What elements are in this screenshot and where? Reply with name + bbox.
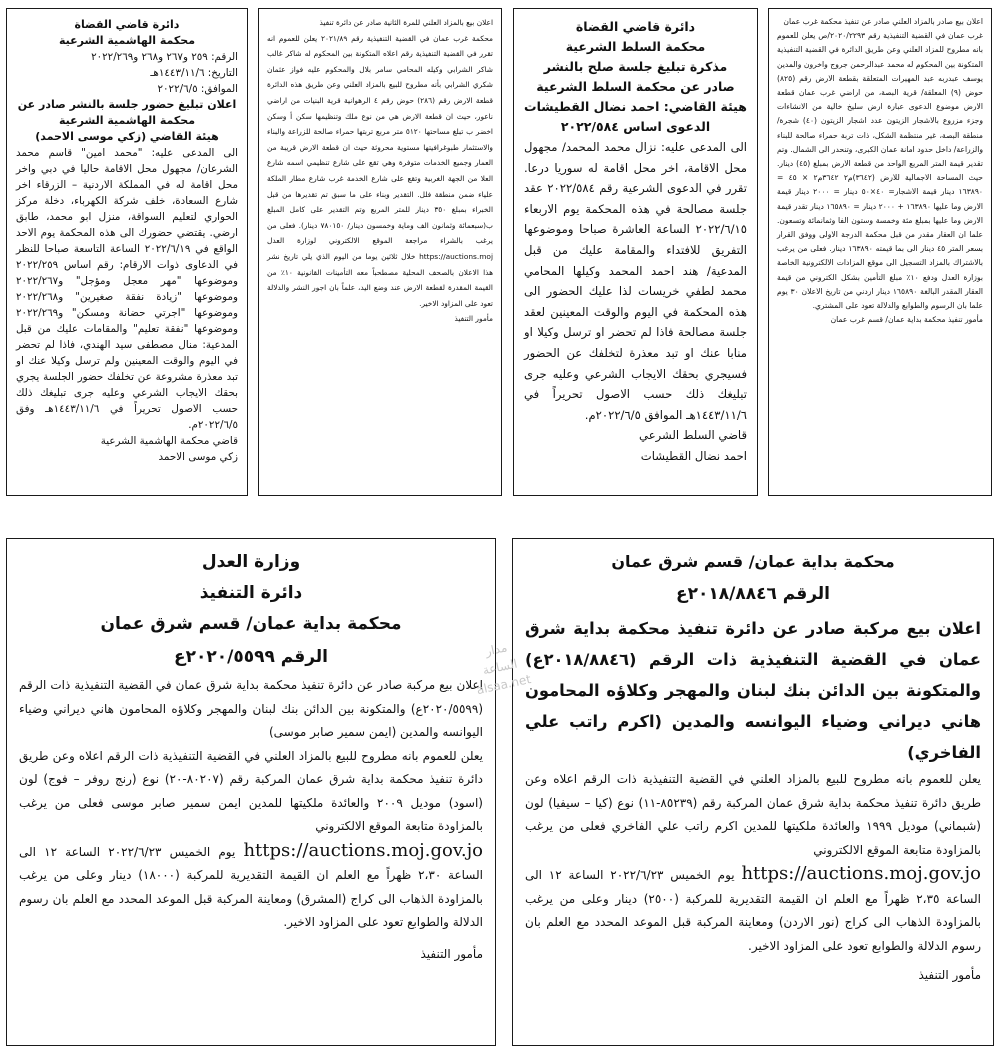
notice-header: دائرة قاضي القضاة <box>575 19 696 34</box>
notice-signature: مأمور التنفيذ <box>454 314 493 324</box>
notice-vehicle-sale-8846 <box>512 538 994 1046</box>
notice-ref-number: الرقم: ٢٥٩ و٢٦٧ و٢٦٨ و٢٠٢٢/٢٦٩ <box>91 51 238 63</box>
notice-hashemiya-sharia-court <box>6 8 248 496</box>
notice-title: اعلان بيع صادر بالمزاد العلني صادر عن تنفيذ محكمة غرب عمان <box>783 17 983 26</box>
notice-west-amman-land-sale <box>768 8 992 496</box>
notice-body: الى المدعى عليه: "محمد امين" قاسم محمد الشرعان/ مجهول محل الاقامة حاليا في دبي واخر محل اقامة له في المملكة الاردنية – الزرقاء اخر شارع السعادة، خلف شركة الكهرباء، دخلة مركز الحواري لتعليم السواقة، منزل ابو محمد، طابق ارضي. يقتضي حضورك الى هذه المحكمة يوم الاحد الواقع في ٢٠٢٢/٦/١٩ الساعة التاسعة صباحا للنظر في الدعاوى ذوات الارقام: رقم اساس ٢٠٢٢/٢٥٩ وموضوعها "مهر معجل ومؤجل" و٢٠٢٢/٢٦٧ وموضوعها "زيادة نفقة صغيرين" و٢٠٢٢/٢٦٨ وموضوعها "اجرتي حضانة ومسكن" و٢٠٢٢/٢٦٩ وموضوعها "نفقة تعليم" والمقامات عليك من قبل المدعية: منال مصطفى سيد الهندي، فاذا لم تحضر في اليوم والوقت المعينين ولم ترسل وكيلا عنك او تبد معذرة مشروعة عن تخلفك حضور الجلسة يجري بحقك الايجاب الشرعي وعليه جرى تبليغك ذلك حسب الاصول تحريراً في ١٤٤٣/١١/٦هـ وفق ٢٠٢٢/٦/٥م. <box>16 147 239 431</box>
notice-header: صادر عن محكمة السلط الشرعية <box>536 79 735 94</box>
notice-case-number: الرقم ٢٠١٨/٨٨٤٦ع <box>675 584 830 604</box>
notice-body: يعلن للعموم بانه مطروح للبيع بالمزاد العلني في القضية التنفيذية ذات الرقم اعلاه وعن طريق دائرة تنفيذ محكمة بداية شرق عمان المركبة رقم (٨٥٢٣٩-١١) نوع (كيا – سيفيا) لون (شبماني) موديل ١٩٩٩ والعائدة ملكيتها للمدين اكرم راتب علي الفاخري فعلى من يرغب بالمزاودة متابعة الموقع الالكتروني <box>525 772 981 857</box>
auction-url-link[interactable]: https://auctions.moj.gov.jo <box>243 839 483 861</box>
notice-signature: قاضي محكمة الهاشمية الشرعية <box>100 435 238 447</box>
notice-header: دائرة قاضي القضاة <box>74 18 180 31</box>
notice-header: هيئة القاضي: احمد نضال القطيشات <box>524 99 747 114</box>
notice-signature: مأمور التنفيذ <box>420 946 483 961</box>
notice-signature: قاضي السلط الشرعي <box>639 428 747 443</box>
watermark-line: alsaa.net <box>475 672 533 698</box>
notice-header: الدعوى اساس ٢٠٢٢/٥٨٤ <box>560 119 711 134</box>
notice-second-auction <box>258 8 502 496</box>
auction-url-link[interactable]: https://auctions.moj.gov.jo <box>741 863 981 884</box>
notice-header: وزارة العدل <box>201 552 301 572</box>
notice-body: اعلان بيع مركبة صادر عن دائرة تنفيذ محكمة بداية شرق عمان في القضية التنفيذية ذات الرقم (٢٠٢٠/٥٥٩٩ع) والمتكونة بين الدائن بنك لبنان والمهجر وكلاؤه المحامون هاني ديراني وضياء اليوانسه والمدين (ايمن سمير صابر موسى) <box>19 678 483 739</box>
notice-lead: اعلان بيع مركبة صادر عن دائرة تنفيذ محكمة بداية شرق عمان في القضية التنفيذية ذات الرقم (٢٠١٨/٨٨٤٦ع) والمتكونة بين الدائن بنك لبنان والمهجر وكلاؤه المحامون هاني ديراني وضياء اليوانسه والمدين (اكرم راتب علي الفاخري) <box>525 619 981 762</box>
notice-signature: مأمور تنفيذ محكمة بداية عمان/ قسم غرب عمان <box>830 315 983 325</box>
notice-signature: مأمور التنفيذ <box>918 968 981 982</box>
notice-vehicle-sale-5599 <box>6 538 496 1046</box>
notice-header: دائرة التنفيذ <box>199 583 303 603</box>
notice-header: محكمة بداية عمان/ قسم شرق عمان <box>611 552 895 571</box>
auction-text: يوم الخميس ٢٠٢٢/٦/٢٣ الساعة ١٢ الى الساعة ٢،٣٠ ظهراً مع العلم ان القيمة التقديرية للمركبة (١٨٠٠٠) دينار وعلى من يرغب بالمزاودة الذهاب الى كراج (المشرق) ومعاينة المركبة قبل الموعد المحدد مع العلم بان رسوم الدلالة والطوابع تعود على المزاود الاخير. <box>19 844 483 929</box>
notice-header: هيئة القاضي (زكي موسى الاحمد) <box>35 130 219 143</box>
notice-header: محكمة السلط الشرعية <box>565 39 706 54</box>
notice-header: مذكرة تبليغ جلسة صلح بالنشر <box>543 59 728 74</box>
notice-body: يعلن للعموم بانه مطروح للبيع بالمزاد العلني في القضية التنفيذية ذات الرقم اعلاه وعن طريق دائرة تنفيذ محكمة بداية شرق عمان المركبة رقم (٨٠٢٠٧-٢٠) نوع (رنج روفر – فوج) لون (اسود) موديل ٢٠٠٩ والعائدة ملكيتها للمدين ايمن سمير صابر موسى فعلى من يرغب بالمزاودة متابعة الموقع الالكتروني <box>19 748 483 833</box>
notice-body: الى المدعى عليه: نزال محمد المحمد/ مجهول محل الاقامة، اخر محل اقامة له سوريا درعا. تقرر في الدعوى الشرعية رقم ٢٠٢٢/٥٨٤ عقد جلسة مصالحة في هذه المحكمة يوم الاربعاء ٢٠٢٢/٦/١٥ الساعة العاشرة صباحا وموضوعها التفريق للافتداء والمقامة عليك من قبل المدعية/ هند احمد المحمد وكيلها المحامي محمد لطفي خريسات لذا عليك الحضور الى هذه المحكمة في اليوم والوقت المعينين لعقد جلسة مصالحة فاذا لم تحضر او ترسل وكيلا او منابا عنك او تبد معذرة لتخلفك عن الحضور فسيجري بحقك الايجاب الشرعي وعليه جرى تبليغك ذلك حسب الاصول تحريراً في ١٤٤٣/١١/٦هـ الموافق ٢٠٢٢/٦/٥م. <box>524 140 747 422</box>
notice-header: محكمة الهاشمية الشرعية <box>58 34 196 47</box>
notice-date: التاريخ: ١٤٤٣/١١/٦هـ <box>150 67 238 79</box>
notice-body: محكمة غرب عمان في القضية التنفيذية رقم ٢٠٢١/٨٩ يعلن للعموم انه تقرر في القضية التنفيذية رقم اعلاه المتكونة بين المحكوم له شاكر غالب شاكر الشرابي وكيله المحامي سامر بلال والمحكوم عليه فواز عثمان شكري الشرابي بأنه مطروح للبيع بالمزاد العلني وعن طريق هذه الدائرة قطعة الارض رقم (٢٨٦) حوض رقم ٤ الرهوانية قرية البنيات من اراضي ناعور، حيث ان قطعة الارض هي من نوع ملك وتنظيمها سكن أ وسكن اخضر ب تبلغ مساحتها ٥١٢٠ متر مربع تربتها حمراء صالحة للزراعة والبناء والاستثمار طبوغرافيتها مستوية محروثة حيث ان قطعة الارض قريبة من العمار وجميع الخدمات متوفرة وهي تقع على شارع تنظيمي اسمه شارع العلا من الجهة الغربية وتقع على شارع الخدمة غرب شارع مطار الملكة علياء ضمن منطقة فلل. التقدير وبناء على ما سبق تم تقديرها من قبل الخبراء بمبلغ ٣٥٠ دينار للمتر المربع وتم التقدير على كامل المبلغ ب(سبعمائة وثمانون الف وماية وخمسون دينار/ ٧٨٠١٥٠ دينار). فعلى من يرغب بالشراء مراجعة الموقع الالكتروني لوزارة العدل https://auctions.moj خلال ثلاثين يوما من اليوم الذي يلي تاريخ نشر هذا الاعلان بالصحف المحلية مصطحباً معه التأمينات القانونية ١٠٪ من القيمة المقدرة لقطعة الارض عند وضع اليد، علماً بان اجور النشر والدلالة تعود على المزاود الاخير. <box>267 33 494 308</box>
watermark-line: مدار الساعة <box>481 640 519 678</box>
notice-date: الموافق: ٢٠٢٢/٦/٥ <box>157 83 238 95</box>
notice-header: محكمة بداية عمان/ قسم شرق عمان <box>100 614 402 634</box>
notice-case-number: الرقم ٢٠٢٠/٥٥٩٩ع <box>173 647 328 667</box>
notice-header: اعلان تبليغ حضور جلسة بالنشر صادر عن محكمة الهاشمية الشرعية <box>17 98 237 127</box>
notice-auction-details <box>525 862 981 958</box>
notice-title: اعلان بيع بالمزاد العلني للمرة الثانية صادر عن دائرة تنفيذ <box>319 18 493 27</box>
notice-body: غرب عمان في القضية التنفيذية رقم ٢٠٢٠/٢٢٩٣/ص يعلن للعموم بانه مطروح للمزاد العلني وعن طريق الدائرة في القضية التنفيذية المتكونة بين المحكوم له محمد عبدالرحمن جروج واخرون والمدين يوسف عبدربه عبد المهيرات المتعلقة بقطعة الارض رقم (٨٢٥) حوض (٩) المعلقة/ قرية البصة، من اراضي غرب عمان قطعة الارض موضوع الدعوى عبارة ارض سليخ خالية من الانشاءات وجزء مزروع بالاشجار الزيتون عدد اشجار الزيتون (٤٠) شجرة/ منطقة البصة، غير منتظمة الشكل، ذات تربة حمراء صالحة للبناء والزراعة/ داخل حدود امانة عمان الكبرى، وتنحدر الى الشمال. وتم تقدير قيمة المتر المربع الواحد من قطعة الارض بمبلغ (٤٥) دينار. حيث المساحة الاجمالية للارض (٣٦٤٢)م٢ ٣٦٤٢م٢ × ٤٥ = ١٦٣٨٩٠ دينار قيمة الاشجار= ٤٠×٥٠ دينار = ٢٠٠٠ دينار قيمة الارض وما عليها ١٦٣٨٩٠ + ٢٠٠٠ دينار = ١٦٥٨٩٠ دينار تقدر قيمة الارض وما عليها بمبلغ مئة وخمسة وستون الفا وثمانمائة وتسعون. علما ان العقار مقدر من قبل محكمة الدرجة الاولى ووفق القرار بسعر المتر ٤٥ دينار الى بما قيمته ١٦٣٨٩٠ دينار. فعلى من يرغب بالاشتراك بالمزاد التسجيل الى موقع المزادات الالكترونية الخاصة بوزارة العدل ودفع ١٠٪ مبلغ التأمين بشكل الكتروني من قيمة العقار المقدر البالغة ١٦٥٨٩٠ دينار اردني من تاريخ الاعلان ٣٠ يوم علما بان الرسوم والطوابع والدلالة تعود على المشتري. <box>777 31 984 311</box>
notice-signature: احمد نضال القطيشات <box>640 448 747 463</box>
auction-text: يوم الخميس ٢٠٢٢/٦/٢٣ الساعة ١٢ الى الساعة ٢،٣٥ ظهراً مع العلم ان القيمة التقديرية للمركبة (٢٥٠٠) دينار وعلى من يرغب بالمزاودة الذهاب الى كراج (نور الاردن) ومعاينة المركبة قبل الموعد المحدد مع العلم بان رسوم الدلالة والطوابع تعود على المزاود الاخير. <box>525 868 981 953</box>
notice-salt-sharia-court <box>513 8 758 496</box>
notice-auction-details <box>19 839 483 935</box>
notice-signature: زكي موسى الاحمد <box>158 451 238 463</box>
